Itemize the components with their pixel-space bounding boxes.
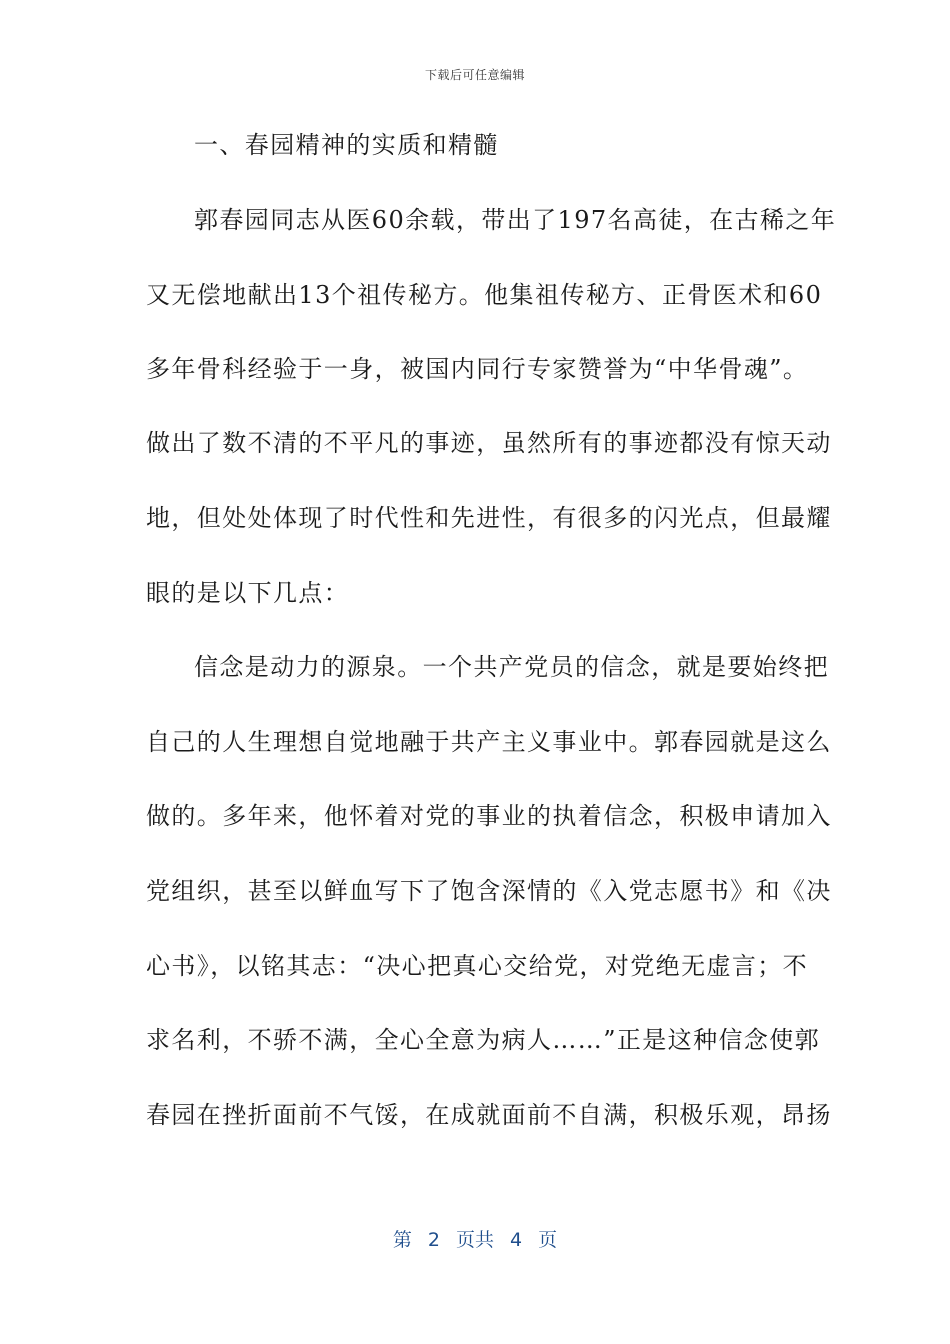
footer-prefix: 第 [392,1229,412,1251]
section-heading: 一、春园精神的实质和精髓 [194,131,499,159]
footer-middle: 页共 [455,1229,494,1251]
paragraph-line: 郭春园同志从医60余载，带出了197名高徒，在古稀之年 [194,206,837,234]
paragraph-line: 又无偿地献出13个祖传秘方。他集祖传秘方、正骨医术和60 [146,281,823,309]
footer-page-number: 2 [427,1229,440,1251]
paragraph-line: 多年骨科经验于一身，被国内同行专家赞誉为“中华骨魂”。 [146,355,809,383]
page-footer [0,1225,950,1252]
paragraph-line: 党组织，甚至以鲜血写下了饱含深情的《入党志愿书》和《决 [146,877,832,905]
paragraph-line: 信念是动力的源泉。一个共产党员的信念，就是要始终把 [194,653,829,681]
paragraph-line: 春园在挫折面前不气馁，在成就面前不自满，积极乐观，昂扬 [146,1101,832,1129]
paragraph-line: 做的。多年来，他怀着对党的事业的执着信念，积极申请加入 [146,802,832,830]
paragraph-line: 心书》，以铭其志：“决心把真心交给党，对党绝无虚言；不 [146,952,809,980]
page-header-note: 下载后可任意编辑 [424,68,525,82]
paragraph-line: 眼的是以下几点： [146,579,350,607]
paragraph-line: 地，但处处体现了时代性和先进性，有很多的闪光点，但最耀 [146,504,832,532]
paragraph-line: 求名利，不骄不满，全心全意为病人……”正是这种信念使郭 [146,1026,821,1054]
footer-suffix: 页 [538,1229,558,1251]
paragraph-line: 做出了数不清的不平凡的事迹，虽然所有的事迹都没有惊天动 [146,429,832,457]
paragraph-line: 自己的人生理想自觉地融于共产主义事业中。郭春园就是这么 [146,728,832,756]
footer-total-pages: 4 [510,1229,523,1251]
